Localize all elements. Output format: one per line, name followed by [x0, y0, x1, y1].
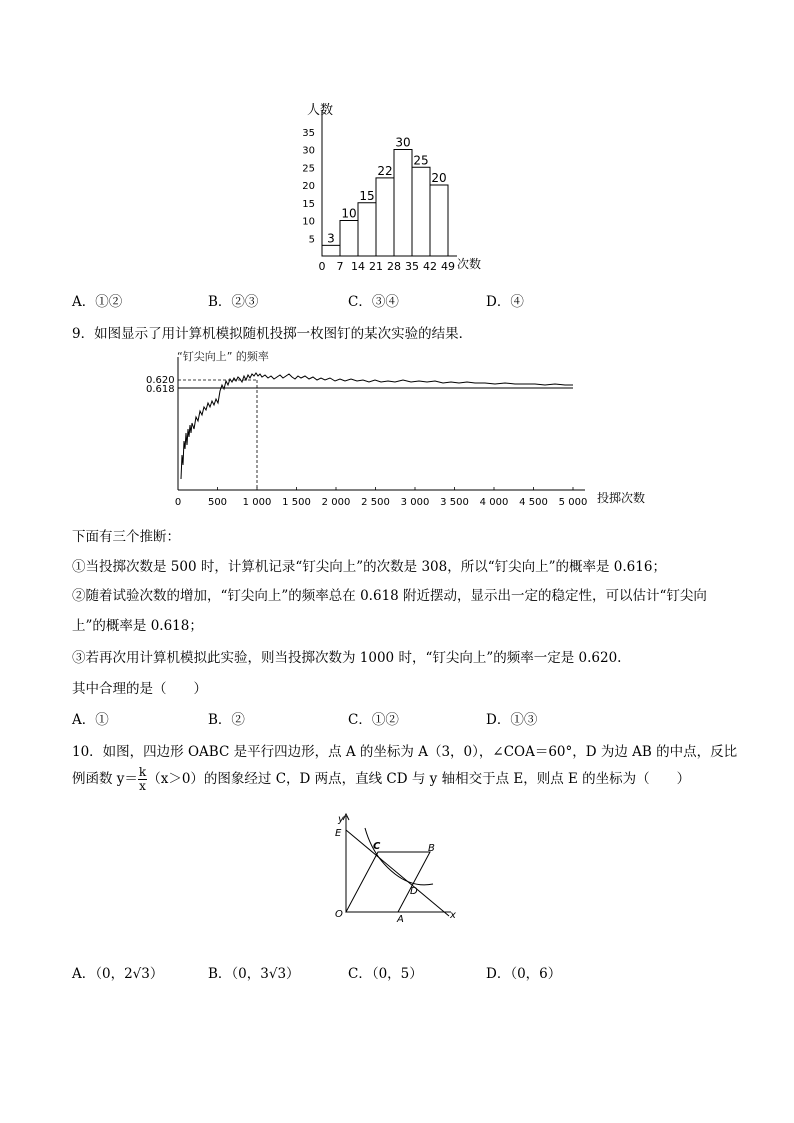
- parallelogram-figure: [325, 812, 465, 927]
- histogram-bar: [322, 245, 340, 256]
- q10-option-b[interactable]: B．（0，3√3）: [208, 966, 300, 982]
- hist-y-tick-label: 25: [302, 163, 315, 175]
- histogram-bar-label: 15: [359, 188, 375, 203]
- freq-title: “钉尖向上” 的频率: [177, 350, 269, 363]
- y-tick-label-0618: 0.618: [146, 384, 175, 395]
- freq-x-tick-label: 2 000: [321, 497, 351, 508]
- q9-statement-3: ③若再次用计算机模拟此实验，则当投掷次数为 1000 时，“钉尖向上”的频率一定是 0.620.: [72, 650, 622, 666]
- hist-x-tick-label: 35: [405, 260, 419, 273]
- label-x: x: [450, 910, 456, 921]
- freq-x-tick-label: 3 500: [440, 497, 469, 508]
- histogram-bar: [376, 178, 394, 256]
- parallelogram-oabc: [346, 852, 430, 912]
- q9-statement-2b: 上”的概率是 0.618；: [72, 618, 203, 634]
- q9-option-d[interactable]: D．①③: [486, 712, 538, 728]
- hist-x-tick-label: 0: [318, 260, 326, 273]
- freq-x-tick-label: 3 000: [400, 497, 430, 508]
- hist-x-tick-label: 49: [441, 260, 455, 273]
- q9-intro: 下面有三个推断：: [72, 529, 180, 545]
- histogram-bar: [430, 185, 448, 256]
- q9-ask: 其中合理的是（ ）: [72, 681, 207, 697]
- histogram-figure: [295, 100, 505, 280]
- freq-x-tick-label: 500: [207, 497, 228, 508]
- histogram-bar-label: 30: [395, 135, 411, 150]
- hist-y-tick-label: 10: [302, 216, 315, 228]
- freq-x-tick-label: 5 000: [558, 497, 588, 508]
- q8-option-d[interactable]: D．④: [486, 294, 524, 310]
- q10-stem-line1: 10．如图，四边形 OABC 是平行四边形，点 A 的坐标为 A（3，0），∠COA＝60°，D 为边 AB 的中点，反比: [72, 744, 738, 760]
- q9-statement-1: ①当投掷次数是 500 时，计算机记录“钉尖向上”的次数是 308，所以“钉尖向上”的概率是 0.616；: [72, 559, 666, 575]
- histogram-bar-label: 20: [431, 171, 447, 185]
- histogram-bar: [412, 167, 430, 256]
- freq-x-tick-label: 2 500: [361, 497, 390, 508]
- q10-stem-line2: 例函数 y＝ $\frac{k}{x}$ （x＞0）的图象经过 C，D 两点，直线 CD 与 y 轴相交于点 E，则点 E 的坐标为（ ）: [72, 765, 691, 793]
- q9-option-b[interactable]: B．②: [208, 712, 245, 728]
- q8-option-c[interactable]: C．③④: [348, 294, 399, 310]
- q9-option-a[interactable]: A．①: [72, 712, 109, 728]
- q9-stem: 9．如图显示了用计算机模拟随机投掷一枚图钉的某次实验的结果．: [72, 326, 473, 342]
- label-y: y: [338, 814, 344, 825]
- q10-option-c[interactable]: C．（0，5）: [348, 966, 423, 982]
- y-tick-label-0620: 0.620: [146, 375, 175, 386]
- label-b: B: [428, 843, 435, 854]
- label-a: A: [397, 914, 404, 925]
- hist-y-tick-label: 20: [302, 181, 315, 192]
- hist-x-tick-label: 28: [387, 260, 401, 273]
- q10-option-d[interactable]: D．（0，6）: [486, 966, 562, 982]
- freq-x-tick-label: 1 500: [282, 497, 311, 508]
- freq-x-tick-label: 4 000: [479, 497, 509, 508]
- hist-x-tick-label: 14: [351, 260, 365, 273]
- label-c: C: [373, 841, 381, 852]
- freq-x-tick-label: 4 500: [519, 497, 548, 508]
- hist-ylabel: 人数: [307, 103, 334, 118]
- histogram-bar-label: 10: [341, 206, 357, 221]
- label-d: D: [410, 886, 418, 897]
- label-o: O: [335, 909, 343, 920]
- frequency-chart: [145, 345, 655, 510]
- fraction-k-over-x: $\frac{k}{x}$: [138, 765, 147, 793]
- hist-x-tick-label: 42: [423, 260, 437, 273]
- hist-y-tick-label: 30: [302, 145, 315, 157]
- hist-y-tick-label: 35: [302, 127, 315, 139]
- hist-y-tick-label: 15: [302, 198, 315, 210]
- histogram-bar-label: 25: [413, 153, 429, 168]
- hist-xlabel: 次数: [457, 257, 482, 271]
- q8-option-a[interactable]: A．①②: [72, 294, 123, 310]
- q8-option-b[interactable]: B．②③: [208, 294, 259, 310]
- histogram-bar: [340, 221, 358, 257]
- histogram-bar: [358, 203, 376, 256]
- label-e: E: [335, 828, 342, 839]
- q9-statement-2a: ②随着试验次数的增加，“钉尖向上”的频率总在 0.618 附近摆动，显示出一定的稳定性，可以估计“钉尖向: [72, 588, 707, 604]
- freq-x-tick-label: 1 000: [242, 497, 272, 508]
- histogram-bar-label: 22: [377, 163, 393, 178]
- q10-option-a[interactable]: A．（0，2√3）: [72, 966, 164, 982]
- hist-x-tick-label: 21: [369, 260, 383, 273]
- histogram-bar: [394, 150, 412, 257]
- hist-x-tick-label: 7: [336, 260, 344, 273]
- q9-option-c[interactable]: C．①②: [348, 712, 399, 728]
- hist-y-tick-label: 5: [308, 234, 315, 246]
- freq-xlabel: 投掷次数: [597, 491, 646, 505]
- histogram-bar-label: 3: [327, 231, 335, 246]
- frequency-series-line: [181, 373, 573, 479]
- freq-x-tick-label: 0: [174, 497, 182, 508]
